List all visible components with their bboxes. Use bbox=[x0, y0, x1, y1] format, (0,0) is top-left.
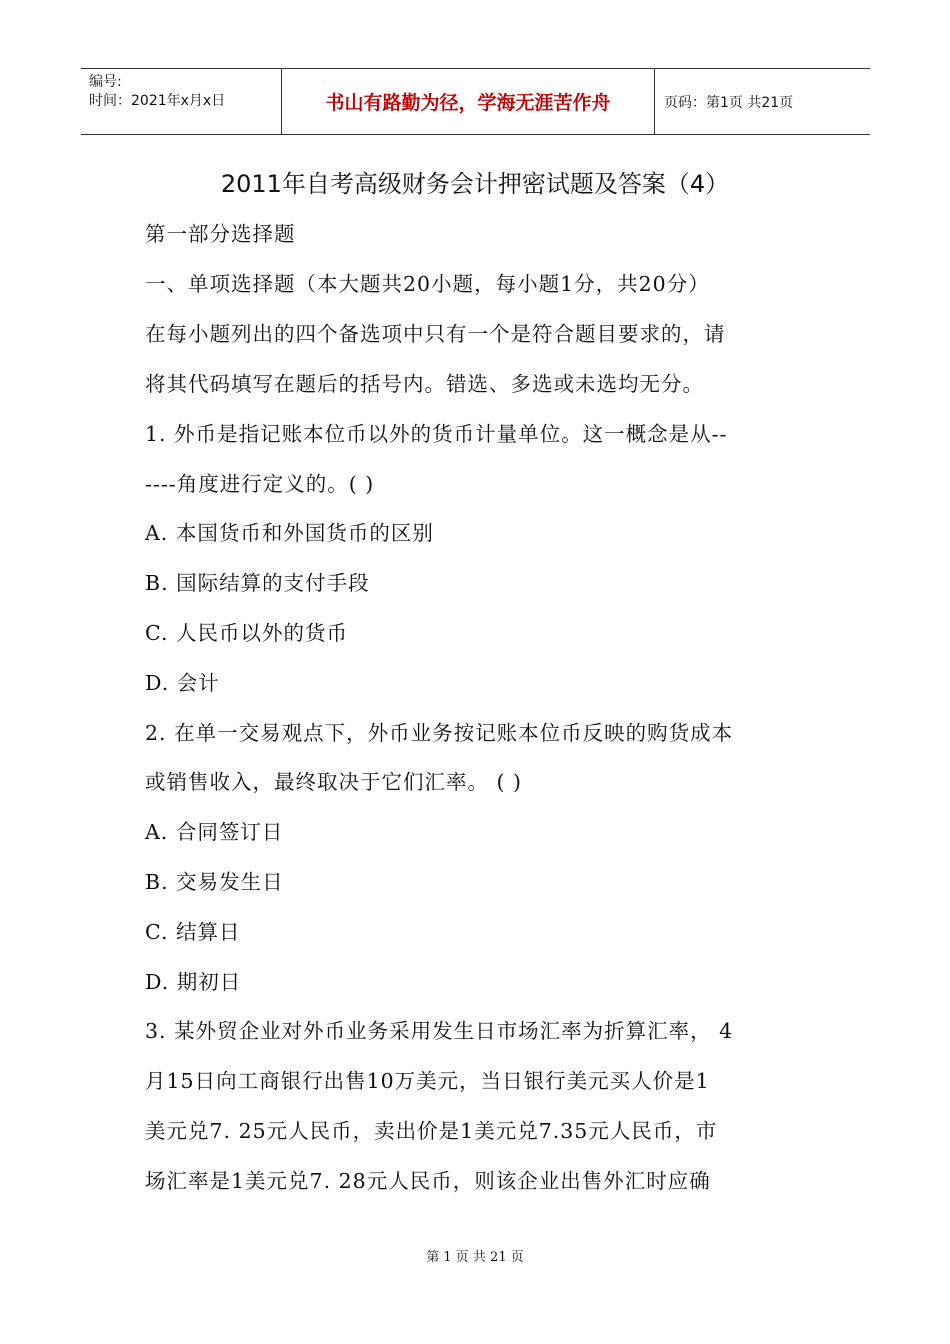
body-line: B. 交易发生日 bbox=[145, 870, 284, 894]
body-line: B. 国际结算的支付手段 bbox=[145, 571, 370, 595]
number-label: 编号: bbox=[89, 74, 122, 90]
body-line: ----角度进行定义的。( ) bbox=[145, 472, 375, 496]
page-footer: 第 1 页 共 21 页 bbox=[426, 1250, 524, 1265]
header-table bbox=[81, 68, 870, 135]
header-motto: 书山有路勤为径，学海无涯苦作舟 bbox=[282, 69, 655, 134]
body-line: 将其代码填写在题后的括号内。错选、多选或未选均无分。 bbox=[145, 372, 704, 396]
header-page-info: 页码：第1页 共21页 bbox=[664, 94, 794, 111]
body-line: 2. 在单一交易观点下，外币业务按记账本位币反映的购货成本 bbox=[145, 721, 734, 745]
body-line: 第一部分选择题 bbox=[145, 222, 296, 246]
body-line: 月15日向工商银行出售10万美元，当日银行美元买人价是1 bbox=[145, 1069, 710, 1093]
body-line: A. 本国货币和外国货币的区别 bbox=[145, 521, 434, 545]
document-title: 2011年自考高级财务会计押密试题及答案（4） bbox=[220, 170, 730, 198]
body-line: 3. 某外贸企业对外币业务采用发生日市场汇率为折算汇率， 4 bbox=[145, 1019, 734, 1043]
body-line: 一、单项选择题（本大题共20小题，每小题1分，共20分） bbox=[145, 272, 710, 296]
body-line: C. 人民币以外的货币 bbox=[145, 621, 348, 645]
body-line: 在每小题列出的四个备选项中只有一个是符合题目要求的，请 bbox=[145, 322, 726, 346]
header-meta bbox=[81, 69, 282, 134]
body-line: 或销售收入，最终取决于它们汇率。 ( ) bbox=[145, 770, 523, 794]
body-line: D. 期初日 bbox=[145, 970, 242, 994]
body-line: D. 会计 bbox=[145, 671, 220, 695]
body-line: A. 合同签订日 bbox=[145, 820, 284, 844]
time-label: 时间：2021年x月x日 bbox=[89, 93, 226, 109]
body-line: 场汇率是1美元兑7. 28元人民币，则该企业出售外汇时应确 bbox=[145, 1169, 711, 1193]
body-line: 1. 外币是指记账本位币以外的货币计量单位。这一概念是从-- bbox=[145, 422, 728, 446]
body-line: C. 结算日 bbox=[145, 920, 241, 944]
body-line: 美元兑7. 25元人民币，卖出价是1美元兑7.35元人民币，市 bbox=[145, 1119, 718, 1143]
